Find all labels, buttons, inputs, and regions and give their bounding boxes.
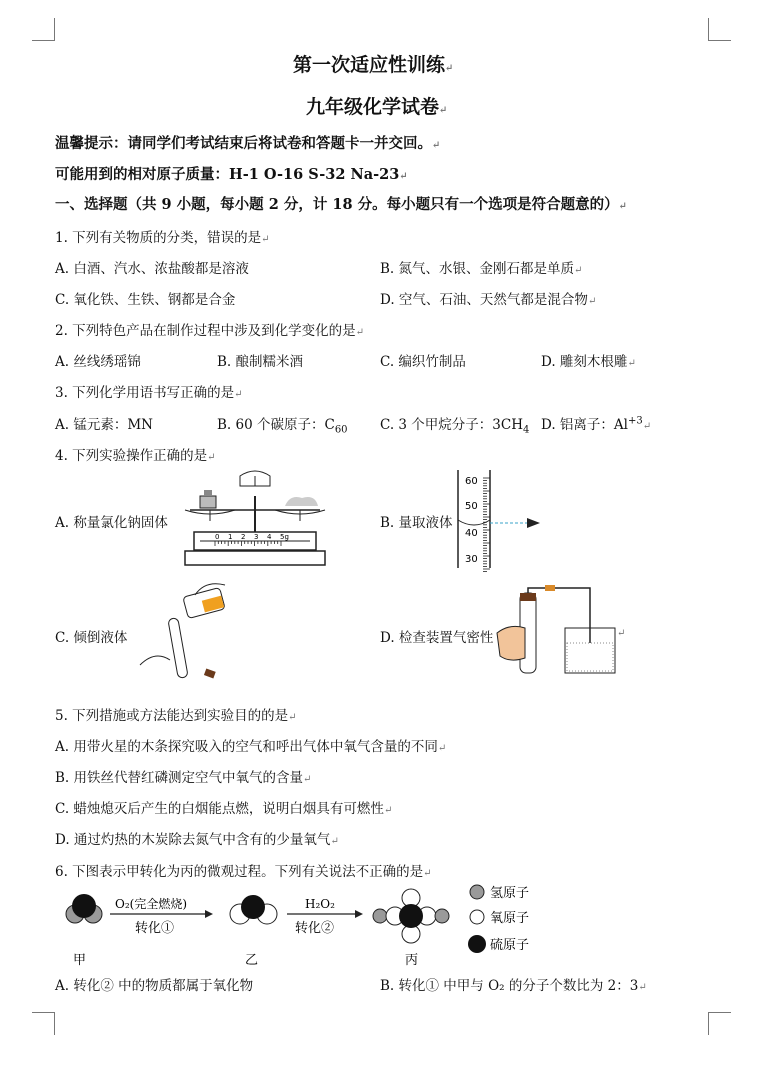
label-bing: 丙 xyxy=(405,953,419,968)
scale-number: 1 xyxy=(228,533,233,541)
q5-option-d: D. 通过灼热的木炭除去氮气中含有的少量氧气↵ xyxy=(55,832,339,848)
scale-number: 5g xyxy=(280,533,289,541)
q1-option-c: C. 氧化铁、生铁、钢都是合金 xyxy=(55,292,236,308)
scale-number: 2 xyxy=(241,533,246,541)
q4-option-c: C. 倾倒液体 xyxy=(55,630,128,646)
q3-option-d: D. 铝离子：$Al^{+3}↵$ xyxy=(541,415,652,433)
q1-option-b: B. 氮气、水银、金刚石都是单质↵ xyxy=(380,261,583,277)
q1-option-a: A. 白酒、汽水、浓盐酸都是溶液 xyxy=(55,261,249,277)
legend-hydrogen: 氢原子 xyxy=(490,886,530,901)
crop-mark-bottom-left xyxy=(32,1012,55,1035)
q1-option-d: D. 空气、石油、天然气都是混合物↵ xyxy=(380,292,597,308)
step-1-label: 转化① xyxy=(135,921,175,936)
q6-option-b: B. 转化① 中甲与 O₂ 的分子个数比为 2：3↵ xyxy=(380,978,647,994)
crop-mark-top-right xyxy=(708,18,731,41)
scale-number: 0 xyxy=(215,533,220,541)
scale-number: 4 xyxy=(267,533,272,541)
q6-option-a: A. 转化② 中的物质都属于氧化物 xyxy=(55,978,254,994)
section-heading: 一、选择题（共 9 小题，每小题 2 分，计 18 分。每小题只有一个选项是符合题意的）↵ xyxy=(55,196,628,213)
cylinder-tick: 60 xyxy=(465,476,478,487)
sulfur-atom xyxy=(399,904,423,928)
page-title: 第一次适应性训练↵ xyxy=(293,54,454,76)
q6-stem: 6. 下图表示甲转化为丙的微观过程。下列有关说法不正确的是↵ xyxy=(55,864,432,880)
q3-option-c: C. 3 个甲烷分子：$3CH_4$ xyxy=(380,417,530,436)
q2-option-c: C. 编织竹制品 xyxy=(380,354,466,370)
q5-option-b: B. 用铁丝代替红磷测定空气中氧气的含量↵ xyxy=(55,770,312,786)
sulfur-atom xyxy=(72,894,96,918)
label-jia: 甲 xyxy=(73,953,87,968)
q5-option-c: C. 蜡烛熄灭后产生的白烟能点燃，说明白烟具有可燃性↵ xyxy=(55,801,393,817)
q2-option-b: B. 酿制糯米酒 xyxy=(217,354,304,370)
cylinder-tick: 40 xyxy=(465,528,478,539)
label-yi: 乙 xyxy=(245,953,259,968)
q4-stem: 4. 下列实验操作正确的是↵ xyxy=(55,448,216,464)
q3-option-b: B. 60 个碳原子：$C_{60}$ xyxy=(217,417,348,436)
legend-sulfur: 硫原子 xyxy=(490,938,530,953)
crop-mark-top-left xyxy=(32,18,55,41)
legend-oxygen: 氧原子 xyxy=(490,911,530,926)
q4-option-a: A. 称量氯化钠固体 xyxy=(55,515,168,531)
graduated-cylinder-illustration xyxy=(455,468,555,573)
q5-stem: 5. 下列措施或方法能达到实验目的的是↵ xyxy=(55,708,297,724)
q1-stem: 1. 下列有关物质的分类，错误的是↵ xyxy=(55,230,270,246)
atomic-mass-text: 可能用到的相对原子质量：H-1 O-16 S-32 Na-23↵ xyxy=(55,166,408,183)
q3-stem: 3. 下列化学用语书写正确的是↵ xyxy=(55,385,243,401)
page-subtitle: 九年级化学试卷↵ xyxy=(306,96,448,118)
step-2-label: 转化② xyxy=(295,921,335,936)
tip-text: 温馨提示：请同学们考试结束后将试卷和答题卡一并交回。↵ xyxy=(55,135,441,152)
legend-sulfur-icon xyxy=(468,935,486,953)
legend-oxygen-icon xyxy=(470,910,484,924)
balance-illustration xyxy=(180,466,330,574)
airtightness-illustration xyxy=(495,588,625,678)
hydrogen-atom xyxy=(435,909,449,923)
molecule-reaction-diagram xyxy=(55,880,575,970)
q4-option-b: B. 量取液体 xyxy=(380,515,453,531)
legend-hydrogen-icon xyxy=(470,885,484,899)
cylinder-tick: 30 xyxy=(465,554,478,565)
pouring-illustration xyxy=(135,580,235,685)
crop-mark-bottom-right xyxy=(708,1012,731,1035)
q3-option-a: A. 锰元素：MN xyxy=(55,417,153,433)
q5-option-a: A. 用带火星的木条探究吸入的空气和呼出气体中氧气含量的不同↵ xyxy=(55,739,447,755)
line-end-mark: ↵ xyxy=(617,628,626,639)
cylinder-tick: 50 xyxy=(465,501,478,512)
scale-number: 3 xyxy=(254,533,259,541)
condition-2: H₂O₂ xyxy=(305,897,335,911)
condition-1: O₂(完全燃烧) xyxy=(115,897,188,911)
hydrogen-atom xyxy=(373,909,387,923)
q2-option-d: D. 雕刻木根雕↵ xyxy=(541,354,636,370)
sulfur-atom xyxy=(241,895,265,919)
q2-option-a: A. 丝线绣瑶锦 xyxy=(55,354,141,370)
q2-stem: 2. 下列特色产品在制作过程中涉及到化学变化的是↵ xyxy=(55,323,365,339)
q4-option-d: D. 检查装置气密性 xyxy=(380,630,494,646)
